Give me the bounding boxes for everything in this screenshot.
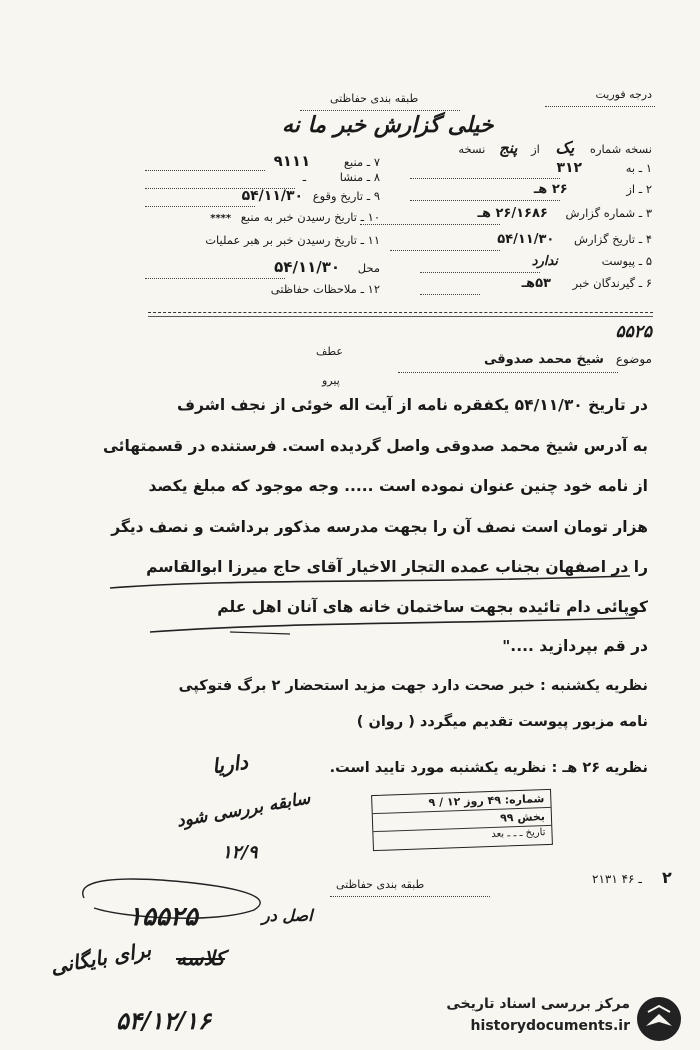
dotline	[390, 250, 500, 251]
dotline	[145, 278, 285, 279]
copies-row	[362, 138, 652, 157]
book-icon	[636, 996, 682, 1042]
field-value: ****	[210, 213, 232, 224]
subject-label: موضوع	[615, 352, 652, 366]
dotline	[398, 372, 618, 373]
field-label: ۹ ـ تاریخ وقوع	[312, 189, 380, 203]
footer-page-mark: ۲	[662, 868, 672, 887]
right-field-3	[362, 206, 652, 221]
handwritten-underlines	[90, 570, 650, 640]
field-label: ۷ ـ منبع	[343, 155, 380, 169]
comment-line-1: نظریه یکشنبه : خبر صحت دارد جهت مزید استحضار ۲ برگ فتوکپی	[178, 678, 648, 694]
dotline	[420, 294, 480, 295]
field-value: ۵۴/۱۱/۳۰	[241, 188, 304, 204]
field-value: ندارد	[531, 254, 558, 269]
bottom-word: اصل در	[262, 906, 313, 925]
footer-form-code: ۲۱۳۱ ـ ۴۶	[592, 872, 642, 886]
field-label: ۱۲ ـ ملاحظات حفاظتی	[270, 282, 380, 296]
right-field-2	[362, 182, 652, 197]
subject-value: شیخ محمد صدوقی	[484, 352, 604, 367]
field-label: ۶ ـ گیرندگان خبر	[572, 276, 652, 290]
copies-total: پنج	[499, 139, 518, 157]
field-value: ۲۶ هـ	[533, 182, 568, 197]
field-label: ۲ ـ از	[626, 182, 652, 196]
field-label: ۱۱ ـ تاریخ رسیدن خبر بر هبر عملیات	[205, 233, 380, 247]
atf-label: عطف	[316, 345, 343, 358]
field-value: ۲۶/۱۶۸۶ هـ	[477, 206, 548, 221]
left-field-12	[140, 282, 380, 296]
report-title: خیلی گزارش خبر ما نه	[282, 112, 494, 138]
doc-number-top: ۵۵۲۵	[615, 322, 652, 342]
left-field-9	[140, 188, 380, 204]
field-label: ۴ ـ تاریخ گزارش	[573, 232, 652, 246]
footer-classification: طبقه بندی حفاظتی	[336, 878, 425, 891]
stamp-row-2: بخش ۹۹	[373, 808, 552, 832]
field-value: ۵۴/۱۱/۳۰	[274, 258, 341, 276]
body-line-7: در قم بپردازید ...."	[502, 637, 648, 655]
comment-line-2: نامه مزبور پیوست تقدیم میگردد ( روان )	[356, 714, 648, 730]
stamp-row-3: تاریخ ـ ـ ـ بعد	[491, 827, 546, 840]
bottom-number: ۱۵۵۲۵	[128, 902, 198, 932]
field-label: محل	[357, 261, 380, 275]
field-value: ۵۳هـ	[521, 276, 551, 291]
copies-suffix: نسخه	[458, 142, 486, 156]
field-label: ۸ ـ منشا	[339, 170, 380, 184]
comment-line-3: نظریه ۲۶ هـ : نظریه یکشنبه مورد تایید است.	[329, 760, 648, 776]
header-rule-2	[148, 316, 653, 317]
body-line-5: را در اصفهان بجناب عمده التجار الاخیار آقای حاج میرزا ابوالقاسم	[146, 558, 648, 576]
logo-url: historydocuments.ir	[470, 1018, 630, 1034]
field-label: ۵ ـ پیوست	[601, 254, 652, 268]
dotline	[360, 224, 500, 225]
dotline	[330, 896, 490, 897]
priority-dotline	[545, 106, 655, 107]
priority-label: درجه فوریت	[595, 88, 652, 101]
copies-number: یک	[555, 138, 575, 157]
receipt-stamp	[371, 789, 553, 851]
bottom-date: ۵۴/۱۲/۱۶	[116, 1006, 211, 1035]
copies-from: از	[531, 142, 540, 156]
body-line-3: از نامه خود چنین عنوان نموده است ..... وجه موجود که مبلغ یکصد	[148, 477, 648, 495]
bottom-sign: برای بایگانی	[48, 937, 153, 979]
logo-title: مرکز بررسی اسناد تاریخی	[446, 996, 630, 1012]
handwritten-signature: داریا	[210, 749, 250, 779]
stamp-row-1: شماره: ۴۹ روز ۱۲ / ۹	[372, 790, 551, 814]
left-field-10	[140, 210, 380, 224]
body-line-2: به آدرس شیخ محمد صدوقی واصل گردیده است. فرستنده در قسمتهائی	[102, 437, 648, 455]
classification-label: طبقه بندی حفاظتی	[330, 92, 419, 105]
field-label: ۱۰ ـ تاریخ رسیدن خبر به منبع	[240, 210, 380, 224]
left-field-11	[140, 233, 380, 247]
left-field-7	[140, 152, 380, 170]
peyro-label: پیرو	[322, 374, 340, 387]
left-field-place	[140, 258, 380, 276]
classification-dotline	[300, 110, 460, 111]
dotline	[410, 200, 560, 201]
dotline	[145, 206, 255, 207]
field-value: ۹۱۱۱	[273, 152, 311, 170]
archive-logo	[418, 996, 690, 1042]
copies-label: نسخه شماره	[589, 142, 652, 156]
body-line-1: در تاریخ ۵۴/۱۱/۳۰ یکفقره نامه از آیت اله خوئی از نجف اشرف	[176, 396, 648, 414]
right-field-4	[362, 232, 652, 247]
bottom-struck: کلاسه	[176, 946, 225, 970]
dotline	[420, 272, 540, 273]
subject-row	[352, 352, 652, 367]
right-field-6	[362, 276, 652, 291]
field-value: ۳۱۲	[556, 160, 583, 176]
field-value: ۵۴/۱۱/۳۰	[497, 232, 555, 247]
field-value: ـ	[302, 170, 307, 184]
header-rule	[148, 312, 653, 313]
handwritten-note: سابقه بررسی شود	[175, 788, 312, 832]
dotline	[410, 178, 560, 179]
left-field-8	[140, 170, 380, 184]
handwritten-date: ۱۲/۹	[222, 842, 258, 863]
field-label: ۳ ـ شماره گزارش	[565, 206, 652, 220]
right-field-5	[362, 254, 652, 269]
body-line-4: هزار تومان است نصف آن را بجهت مدرسه مذکور برداشت و نصف دیگر	[111, 518, 648, 536]
body-line-6: کوپائی دام تائیده بجهت ساختمان خانه های آنان اهل علم	[217, 598, 648, 616]
right-field-1	[362, 160, 652, 176]
field-label: ۱ ـ به	[625, 161, 652, 175]
